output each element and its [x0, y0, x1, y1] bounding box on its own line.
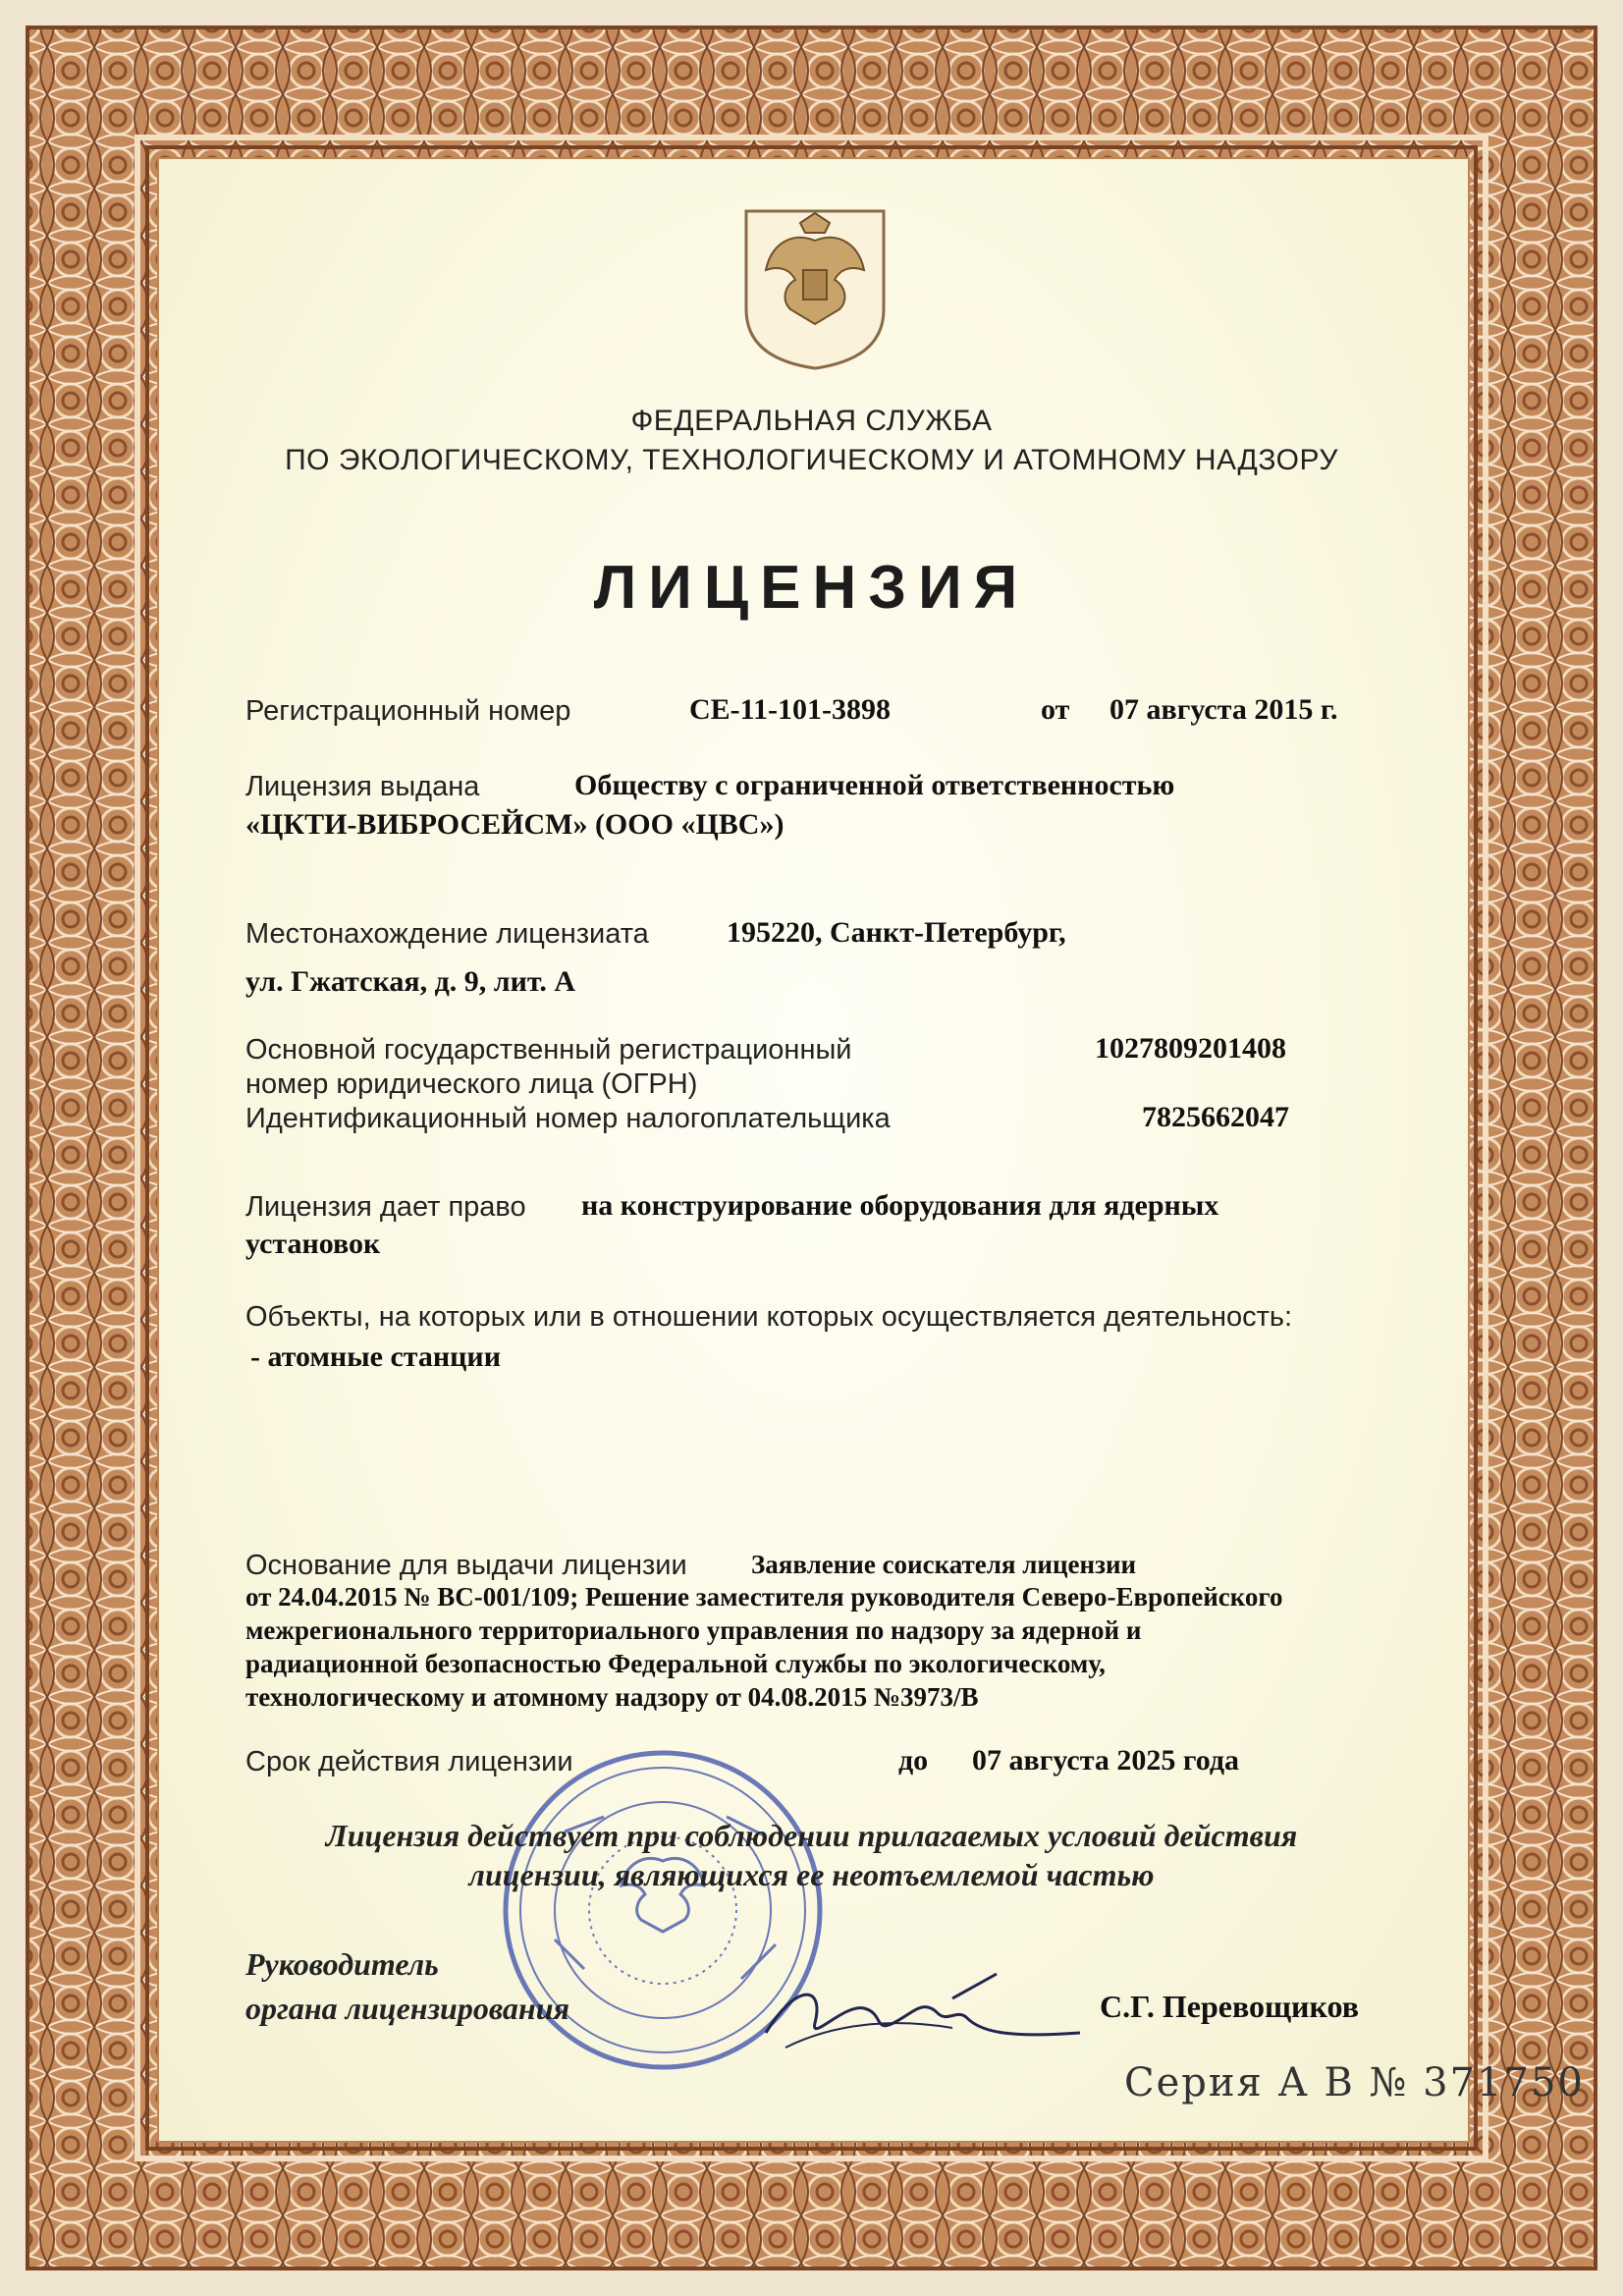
basis-line1: Заявление соискателя лицензии — [751, 1550, 1137, 1579]
right-line1: на конструирование оборудования для ядерных — [581, 1189, 1219, 1222]
location-label: Местонахождение лицензиата — [245, 918, 649, 950]
validity-date: 07 августа 2025 года — [972, 1744, 1240, 1777]
signatory-role-line2: органа лицензирования — [245, 1991, 569, 2026]
issued-to-label: Лицензия выдана — [245, 771, 480, 802]
objects-label: Объекты, на которых или в отношении которых осуществляется деятельность: — [245, 1301, 1293, 1333]
registration-label: Регистрационный номер — [245, 695, 571, 727]
basis-line3: межрегионального территориального управления по надзору за ядерной и — [245, 1615, 1142, 1645]
right-line2: установок — [245, 1228, 381, 1260]
signatory-name: С.Г. Перевощиков — [1100, 1989, 1359, 2024]
agency-name-line2: ПО ЭКОЛОГИЧЕСКОМУ, ТЕХНОЛОГИЧЕСКОМУ И АТОМНОМУ НАДЗОРУ — [285, 444, 1338, 476]
registration-number: СЕ-11-101-3898 — [689, 693, 891, 726]
basis-label: Основание для выдачи лицензии — [245, 1550, 687, 1581]
ogrn-label-line2: номер юридического лица (ОГРН) — [245, 1068, 698, 1100]
agency-name-line1: ФЕДЕРАЛЬНАЯ СЛУЖБА — [630, 405, 993, 437]
document-title: ЛИЦЕНЗИЯ — [593, 554, 1030, 622]
signatory-role-line1: Руководитель — [245, 1946, 439, 1982]
ogrn-label-line1: Основной государственный регистрационный — [245, 1034, 852, 1066]
basis-line2: от 24.04.2015 № ВС-001/109; Решение заместителя руководителя Северо-Европейского — [245, 1582, 1283, 1612]
registration-date-prefix: от — [1041, 693, 1070, 726]
issued-to-line1: Обществу с ограниченной ответственностью — [574, 769, 1175, 801]
location-line2: ул. Гжатская, д. 9, лит. А — [245, 965, 576, 998]
basis-line4: радиационной безопасностью Федеральной службы по экологическому, — [245, 1649, 1106, 1678]
validity-prefix: до — [898, 1744, 929, 1777]
conditions-line1: Лицензия действует при соблюдении прилагаемых условий действия — [325, 1818, 1298, 1853]
validity-label: Срок действия лицензии — [245, 1746, 573, 1777]
series-number: Серия А В № 371750 — [1124, 2060, 1585, 2105]
registration-date: 07 августа 2015 г. — [1109, 693, 1338, 726]
inn-label: Идентификационный номер налогоплательщика — [245, 1103, 891, 1134]
coat-of-arms-emblem — [736, 201, 893, 373]
objects-item: - атомные станции — [250, 1340, 501, 1373]
ogrn-value: 1027809201408 — [1095, 1032, 1286, 1065]
basis-line5: технологическому и атомному надзору от 04.08.2015 №3973/В — [245, 1682, 979, 1712]
right-label: Лицензия дает право — [245, 1191, 526, 1223]
handwritten-signature — [756, 1964, 1090, 2072]
issued-to-line2: «ЦКТИ-ВИБРОСЕЙСМ» (ООО «ЦВС») — [245, 808, 784, 841]
location-line1: 195220, Санкт-Петербург, — [727, 916, 1066, 949]
inn-value: 7825662047 — [1142, 1101, 1289, 1133]
conditions-line2: лицензии, являющихся ее неотъемлемой частью — [468, 1857, 1155, 1892]
